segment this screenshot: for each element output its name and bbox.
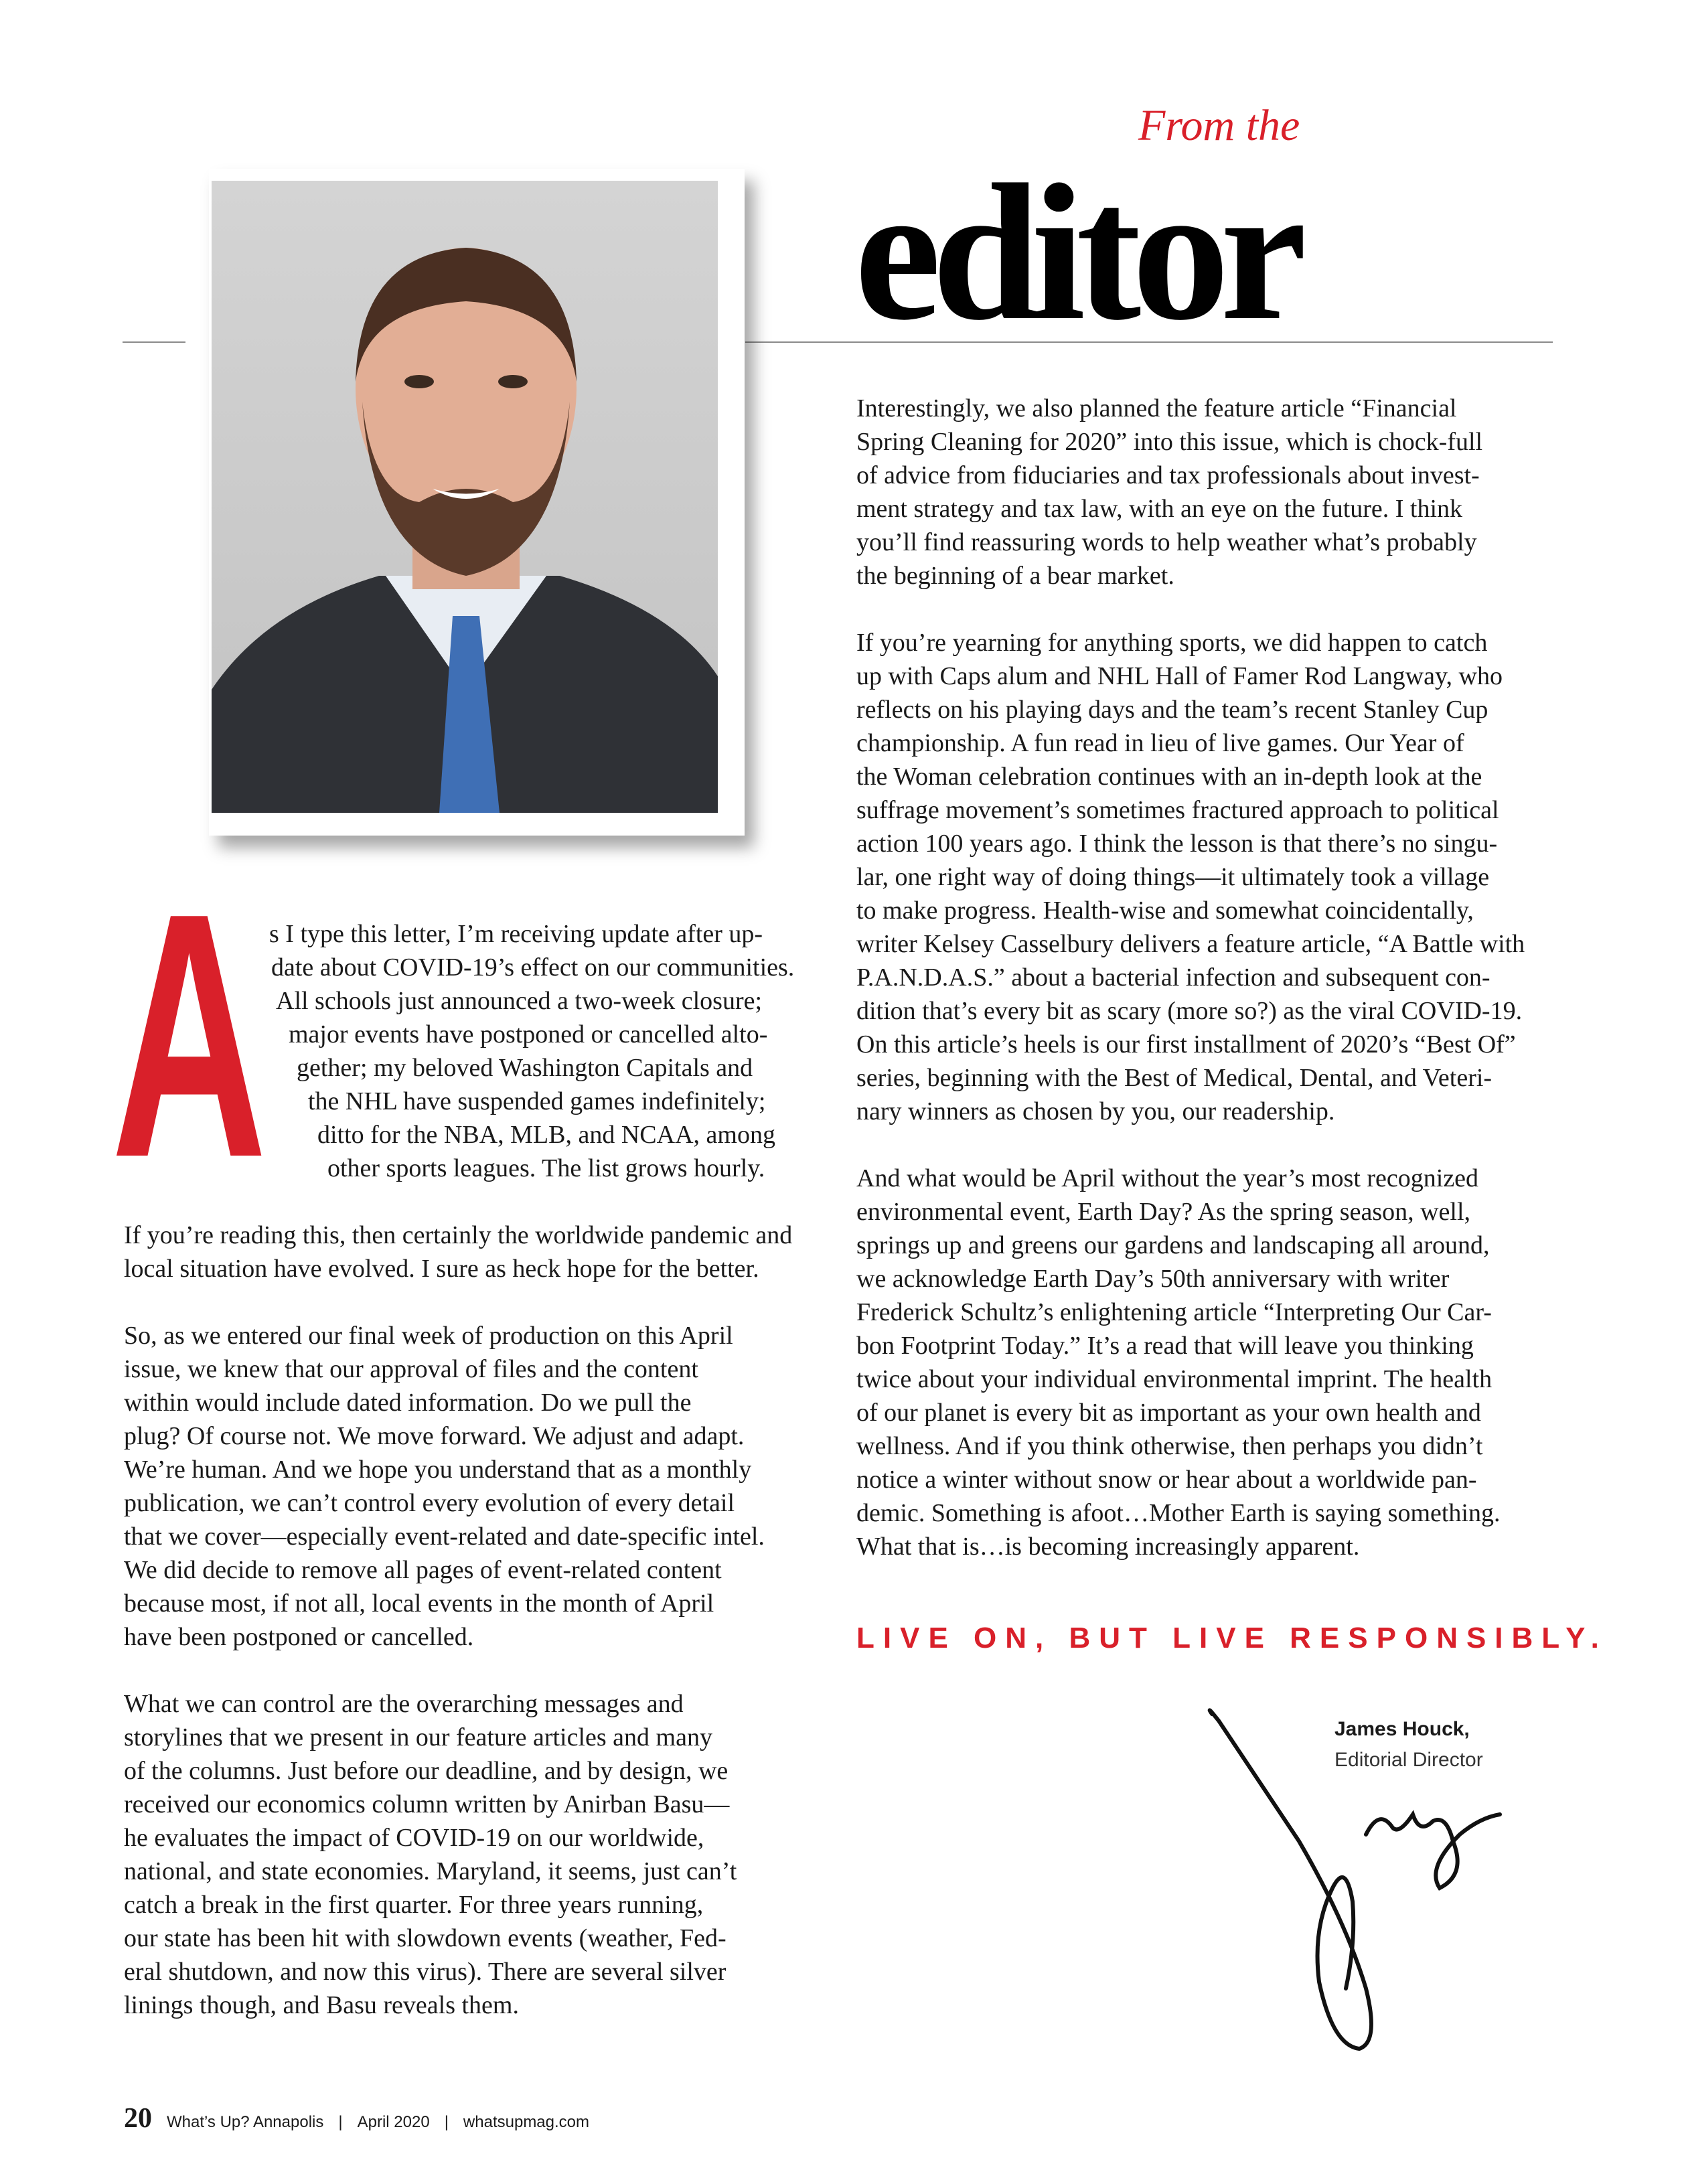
text-line: Spring Cleaning for 2020” into this issue, which is chock-full <box>856 428 1483 456</box>
text-line: Interestingly, we also planned the feature article “Financial <box>856 394 1457 422</box>
text-line: suffrage movement’s sometimes fractured approach to political <box>856 796 1499 824</box>
text-line: because most, if not all, local events in the month of April <box>124 1589 714 1618</box>
issue-date: April 2020 <box>357 2113 430 2131</box>
text-line: other sports leagues. The list grows hourly. <box>327 1154 765 1182</box>
text-line: If you’re reading this, then certainly the worldwide pandemic and <box>124 1221 793 1249</box>
text-line: local situation have evolved. I sure as heck hope for the better. <box>124 1255 759 1283</box>
publication-name: What’s Up? Annapolis <box>167 2113 324 2131</box>
text-line: environmental event, Earth Day? As the spring season, well, <box>856 1198 1471 1226</box>
text-line: We’re human. And we hope you understand that as a monthly <box>124 1456 752 1484</box>
footer-separator: | <box>444 2113 449 2131</box>
text-line: our state has been hit with slowdown events (weather, Fed- <box>124 1924 727 1952</box>
paragraph-gap <box>124 1285 125 1319</box>
text-line: date about COVID-19’s effect on our communities. <box>271 953 795 982</box>
text-line: up with Caps alum and NHL Hall of Famer Rod Langway, who <box>856 662 1503 690</box>
text-line: within would include dated information. Do we pull the <box>124 1389 692 1417</box>
text-line: nary winners as chosen by you, our readership. <box>856 1097 1335 1125</box>
text-line: ditto for the NBA, MLB, and NCAA, among <box>317 1121 775 1149</box>
text-line: demic. Something is afoot…Mother Earth is saying something. <box>856 1499 1501 1527</box>
text-line: We did decide to remove all pages of event-related content <box>124 1556 722 1584</box>
signature-title: Editorial Director <box>1334 1749 1483 1771</box>
text-line: of our planet is every bit as important as your own health and <box>856 1399 1481 1427</box>
text-line: What we can control are the overarching messages and <box>124 1690 684 1718</box>
website-link[interactable]: whatsupmag.com <box>463 2113 590 2131</box>
text-line: wellness. And if you think otherwise, then perhaps you didn’t <box>856 1432 1483 1460</box>
text-line: s I type this letter, I’m receiving update after up- <box>269 920 763 948</box>
text-line: the beginning of a bear market. <box>856 562 1174 590</box>
text-line: linings though, and Basu reveals them. <box>124 1991 519 2019</box>
header-rule-left <box>123 341 185 343</box>
text-line: storylines that we present in our feature articles and many <box>124 1723 712 1751</box>
text-line: the NHL have suspended games indefinitely; <box>308 1087 766 1115</box>
closing-tagline: LIVE ON, BUT LIVE RESPONSIBLY. <box>856 1622 1608 1654</box>
text-line: he evaluates the impact of COVID-19 on our worldwide, <box>124 1824 704 1852</box>
text-line: And what would be April without the year’s most recognized <box>856 1164 1479 1192</box>
page-footer <box>124 2102 589 2134</box>
paragraph-gap <box>856 1128 857 1162</box>
text-line: twice about your individual environmental imprint. The health <box>856 1365 1493 1393</box>
drop-cap: A <box>111 841 267 1230</box>
text-line: ment strategy and tax law, with an eye on the future. I think <box>856 495 1463 523</box>
text-line: major events have postponed or cancelled alto- <box>289 1020 768 1048</box>
text-line: of advice from fiduciaries and tax professionals about invest- <box>856 461 1480 489</box>
text-line: If you’re yearning for anything sports, we did happen to catch <box>856 629 1488 657</box>
text-line: catch a break in the first quarter. For three years running, <box>124 1891 704 1919</box>
text-line: All schools just announced a two-week closure; <box>276 987 763 1015</box>
text-line: to make progress. Health-wise and somewhat coincidentally, <box>856 896 1474 925</box>
text-line: the Woman celebration continues with an in-depth look at the <box>856 763 1482 791</box>
footer-separator: | <box>338 2113 343 2131</box>
text-line: received our economics column written by Anirban Basu— <box>124 1790 730 1818</box>
text-line: So, as we entered our final week of production on this April <box>124 1322 733 1350</box>
signature-name: James Houck, <box>1334 1718 1470 1740</box>
left-column <box>124 1219 792 2022</box>
text-line: national, and state economies. Maryland, it seems, just can’t <box>124 1857 737 1885</box>
editor-portrait <box>212 181 718 813</box>
text-line: notice a winter without snow or hear about a worldwide pan- <box>856 1466 1477 1494</box>
text-line: plug? Of course not. We move forward. We adjust and adapt. <box>124 1422 745 1450</box>
text-line: you’ll find reassuring words to help weather what’s probably <box>856 528 1477 556</box>
text-line: bon Footprint Today.” It’s a read that will leave you thinking <box>856 1332 1474 1360</box>
text-line: of the columns. Just before our deadline, and by design, we <box>124 1757 729 1785</box>
paragraph-gap <box>124 1654 125 1687</box>
text-line: have been postponed or cancelled. <box>124 1623 474 1651</box>
text-line: eral shutdown, and now this virus). There are several silver <box>124 1958 727 1986</box>
text-line: What that is…is becoming increasingly apparent. <box>856 1533 1360 1561</box>
text-line: action 100 years ago. I think the lesson is that there’s no singu- <box>856 830 1498 858</box>
page-number: 20 <box>124 2103 152 2134</box>
paragraph-gap <box>856 593 857 626</box>
text-line: dition that’s every bit as scary (more so?) as the viral COVID-19. <box>856 997 1523 1025</box>
text-line: reflects on his playing days and the team’s recent Stanley Cup <box>856 696 1488 724</box>
text-line: P.A.N.D.A.S.” about a bacterial infection and subsequent con- <box>856 963 1490 992</box>
text-line: On this article’s heels is our first installment of 2020’s “Best Of” <box>856 1030 1516 1059</box>
text-line: that we cover—especially event-related and date-specific intel. <box>124 1523 765 1551</box>
text-line: publication, we can’t control every evolution of every detail <box>124 1489 735 1517</box>
header-kicker: From the <box>1138 101 1300 150</box>
text-line: gether; my beloved Washington Capitals and <box>297 1054 753 1082</box>
text-line: we acknowledge Earth Day’s 50th anniversary with writer <box>856 1265 1450 1293</box>
text-line: springs up and greens our gardens and landscaping all around, <box>856 1231 1490 1259</box>
text-line: writer Kelsey Casselbury delivers a feature article, “A Battle with <box>856 930 1525 958</box>
right-column <box>856 392 1525 1563</box>
text-line: championship. A fun read in lieu of live games. Our Year of <box>856 729 1464 757</box>
text-line: lar, one right way of doing things—it ultimately took a village <box>856 863 1490 891</box>
text-line: series, beginning with the Best of Medical, Dental, and Veteri- <box>856 1064 1493 1092</box>
text-line: Frederick Schultz’s enlightening article “Interpreting Our Car- <box>856 1298 1492 1326</box>
text-line: issue, we knew that our approval of files and the content <box>124 1355 698 1383</box>
page-title: editor <box>854 145 1298 361</box>
lead-paragraph <box>0 917 794 1185</box>
